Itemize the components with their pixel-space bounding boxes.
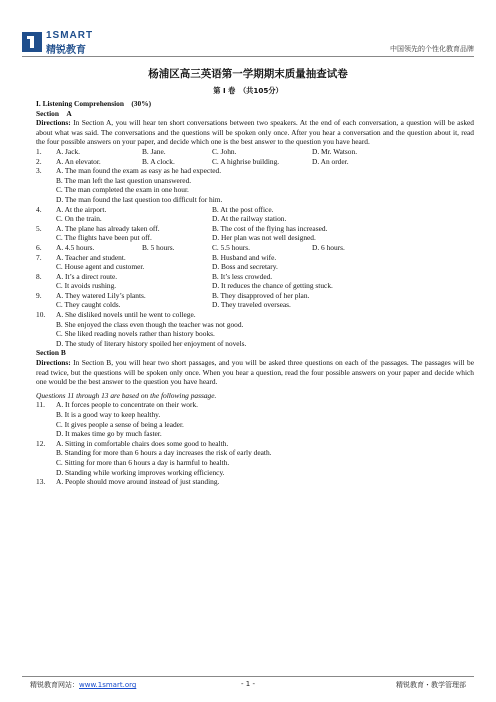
option: C. They caught colds. (56, 300, 121, 310)
directions-text: In Section B, you will hear two short passages, and you will be asked three questions on each of the passages. The passages will be read twice, but the questions will be spoken only once. When you hear a question, read the four possible answers on your paper and decide which one would be the best answer to the question you have heard. (36, 358, 474, 387)
footer-divider (22, 676, 474, 677)
option: A. At the airport. (56, 204, 107, 214)
option: A. She disliked novels until he went to college. (56, 310, 196, 320)
directions-text: In Section A, you will hear ten short conversations between two speakers. At the end of each conversation, a question will be asked about what was said. The conversations and the questions will be spoken only once. After you hear a conversation and the question about it, read the four possible answers on your paper, and decide which one is the best answer to the question you have heard. (36, 118, 474, 147)
option-row (36, 281, 474, 291)
option: B. 5 hours. (142, 242, 175, 252)
question-number: 2. (36, 156, 42, 166)
question-row (36, 272, 474, 282)
question-row (36, 243, 474, 253)
question-row (36, 291, 474, 301)
question-row (36, 253, 474, 263)
option: B. At the post office. (212, 204, 274, 214)
option: D. It reduces the chance of getting stuck. (212, 281, 333, 291)
option: A. Jack. (56, 146, 81, 156)
question-number: 3. (36, 166, 42, 176)
question-number: 8. (36, 271, 42, 281)
section-a-label: Section A (36, 108, 72, 118)
directions-label: Directions: (36, 358, 71, 368)
option-row (36, 320, 474, 330)
option: A. 4.5 hours. (56, 242, 95, 252)
question-row (36, 205, 474, 215)
question-row (36, 477, 474, 487)
question-row (36, 224, 474, 234)
option: C. 5.5 hours. (212, 242, 250, 252)
footer-department: 精锐教育・教学管理部 (396, 681, 466, 689)
option: B. It is a good way to keep healthy. (56, 410, 161, 419)
option-row (36, 195, 474, 205)
question-row (36, 439, 474, 449)
option: B. The cost of the flying has increased. (212, 223, 328, 233)
logo-mark-icon (22, 32, 42, 52)
option: A. They watered Lily’s plants. (56, 290, 146, 300)
option: C. A highrise building. (212, 156, 280, 166)
option: D. An order. (312, 156, 349, 166)
option: D. Standing while working improves working efficiency. (56, 467, 225, 477)
option: A. An elevator. (56, 156, 101, 166)
option: C. On the train. (56, 214, 102, 224)
option-row (36, 176, 474, 186)
question-row (36, 400, 474, 410)
question-row (36, 166, 474, 176)
option: D. The man found the last question too difficult for him. (56, 194, 223, 204)
question-number: 12. (36, 438, 46, 448)
question-row (36, 147, 474, 157)
question-number: 6. (36, 242, 42, 252)
directions-label: Directions: (36, 118, 71, 128)
option: B. It’s less crowded. (212, 271, 273, 281)
option-row (36, 329, 474, 339)
option-row (36, 185, 474, 195)
question-number: 7. (36, 252, 42, 262)
option: A. People should move around instead of just standing. (56, 477, 220, 487)
question-row (36, 310, 474, 320)
question-number: 13. (36, 477, 46, 487)
question-row (36, 157, 474, 167)
question-number: 1. (36, 146, 42, 156)
option: B. She enjoyed the class even though the teacher was not good. (56, 319, 244, 329)
section-b-label: Section B (36, 348, 66, 358)
option: B. Jane. (142, 146, 166, 156)
part-heading: I. Listening Comprehension (30%) (36, 99, 152, 108)
option-row (36, 410, 474, 420)
option: D. They traveled overseas. (212, 300, 291, 310)
option: C. It avoids rushing. (56, 281, 117, 291)
page-number: - 1 - (241, 680, 255, 688)
option: D. At the railway station. (212, 214, 287, 224)
footer-website-label: 精锐教育网站： (30, 681, 79, 689)
exam-body (36, 99, 474, 487)
option: D. Boss and secretary. (212, 262, 278, 272)
option-row (36, 262, 474, 272)
option-row (36, 448, 474, 458)
logo-text-cn: 精锐教育 (46, 45, 86, 56)
question-number: 11. (36, 400, 45, 410)
option-row (36, 300, 474, 310)
option: D. It makes time go by much faster. (56, 429, 162, 439)
option: C. House agent and customer. (56, 262, 145, 272)
option: D. Mr. Watson. (312, 146, 358, 156)
option: A. The plane has already taken off. (56, 223, 160, 233)
question-number: 5. (36, 223, 42, 233)
option: D. The study of literary history spoiled her enjoyment of novels. (56, 338, 247, 348)
passage-note: Questions 11 through 13 are based on the following passage. (36, 390, 217, 400)
section-b-directions (36, 358, 474, 387)
logo-text-en: 1SMART (46, 30, 94, 41)
option: C. John. (212, 146, 237, 156)
header-divider (22, 56, 474, 57)
option: A. The man found the exam as easy as he had expected. (56, 166, 222, 176)
option: C. The flights have been put off. (56, 233, 152, 243)
option: A. Sitting in comfortable chairs does some good to health. (56, 438, 229, 448)
section-a-directions (36, 118, 474, 147)
option: A. Teacher and student. (56, 252, 126, 262)
option-row (36, 339, 474, 349)
option: C. It gives people a sense of being a leader. (56, 419, 184, 429)
option: A. It’s a direct route. (56, 271, 118, 281)
question-number: 4. (36, 204, 42, 214)
option-row (36, 214, 474, 224)
option-row (36, 429, 474, 439)
option: B. Standing for more than 6 hours a day increases the risk of early death. (56, 448, 272, 458)
option: A. It forces people to concentrate on their work. (56, 400, 199, 410)
option: D. Her plan was not well designed. (212, 233, 316, 243)
option: C. Sitting for more than 6 hours a day is harmful to health. (56, 457, 230, 467)
question-number: 9. (36, 290, 42, 300)
option: B. They disapproved of her plan. (212, 290, 310, 300)
option-row (36, 420, 474, 430)
option: D. 6 hours. (312, 242, 345, 252)
footer-website-link[interactable]: www.1smart.org (79, 681, 137, 689)
question-number: 10. (36, 310, 46, 320)
option: B. A clock. (142, 156, 175, 166)
header-tagline: 中国领先的个性化教育品牌 (390, 45, 474, 53)
option-row (36, 233, 474, 243)
option: C. She liked reading novels rather than history books. (56, 329, 215, 339)
option-row (36, 458, 474, 468)
option: C. The man completed the exam in one hour. (56, 185, 189, 195)
option-row (36, 468, 474, 478)
page-subtitle: 第 I 卷 （共105分） (213, 86, 283, 95)
option: B. The man left the last question unanswered. (56, 175, 192, 185)
option: B. Husband and wife. (212, 252, 277, 262)
brand-logo (22, 30, 132, 54)
page-title: 杨浦区高三英语第一学期期末质量抽查试卷 (148, 68, 348, 80)
